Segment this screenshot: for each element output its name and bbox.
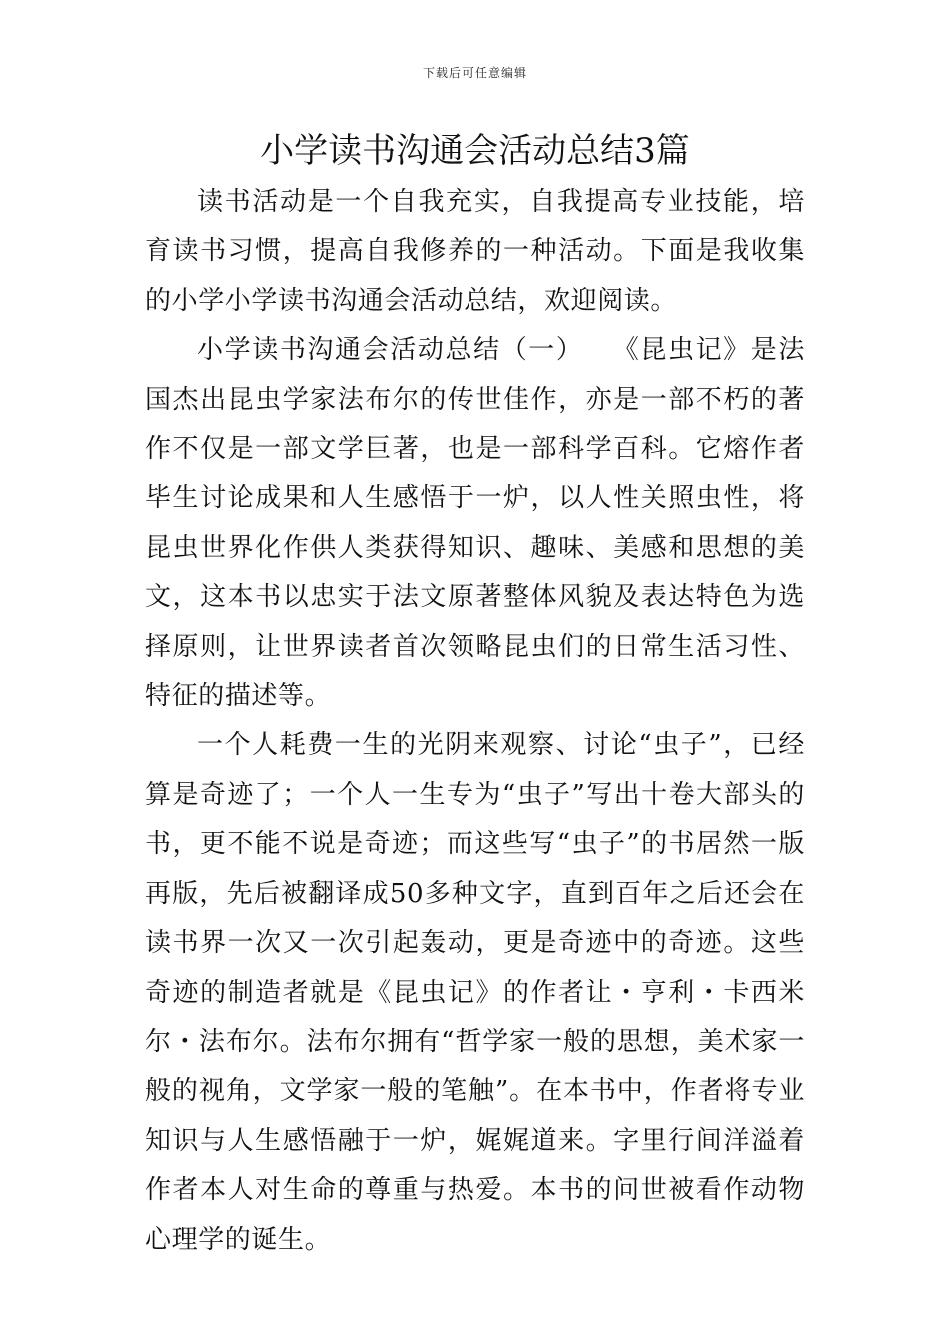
paragraph-summary-one — [145, 326, 805, 721]
paragraph-fabre: 一个人耗费一生的光阴来观察、讨论“虫子”，已经算是奇迹了；一个人一生专为“虫子”写出十卷大部头的书，更不能不说是奇迹；而这些写“虫子”的书居然一版再版，先后被翻译成50多种文字，直到百年之后还会在读书界一次又一次引起轰动，更是奇迹中的奇迹。这些奇迹的制造者就是《昆虫记》的作者让・亨利・卡西米尔・法布尔。法布尔拥有“哲学家一般的思想，美术家一般的视角，文学家一般的笔触”。在本书中，作者将专业知识与人生感悟融于一炉，娓娓道来。字里行间洋溢着作者本人对生命的尊重与热爱。本书的问世被看作动物心理学的诞生。 — [145, 730, 805, 1255]
paragraph-intro: 读书活动是一个自我充实，自我提高专业技能，培育读书习惯，提高自我修养的一种活动。下面是我收集的小学小学读书沟通会活动总结，欢迎阅读。 — [145, 187, 805, 316]
section-heading: 小学读书沟通会活动总结（一） — [197, 335, 626, 366]
header-note: 下载后可任意编辑 — [422, 66, 527, 80]
document-title: 小学读书沟通会活动总结3篇 — [260, 131, 690, 171]
section-body-text: 《昆虫记》是法国杰出昆虫学家法布尔的传世佳作，亦是一部不朽的著作不仅是一部文学巨著，也是一部科学百科。它熔作者毕生讨论成果和人生感悟于一炉，以人性关照虫性，将昆虫世界化作供人类获得知识、趣味、美感和思想的美文，这本书以忠实于法文原著整体风貌及表达特色为选择原则，让世界读者首次领略昆虫们的日常生活习性、特征的描述等。 — [145, 335, 806, 712]
document-body — [145, 178, 805, 1265]
